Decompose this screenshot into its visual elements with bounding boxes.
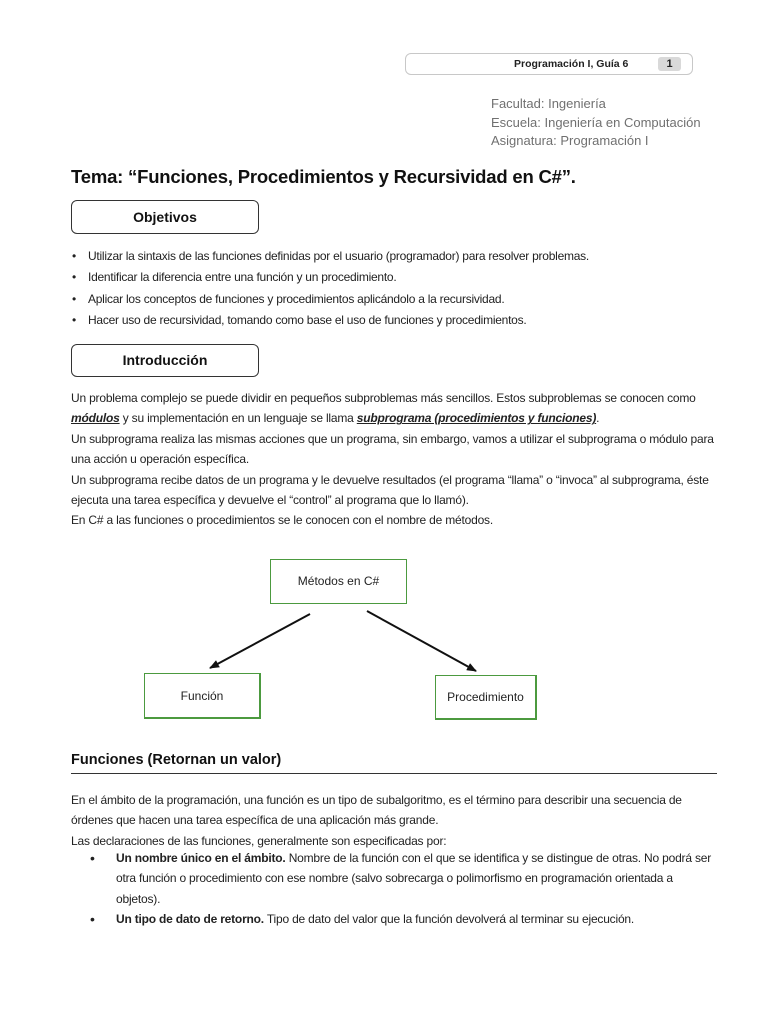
intro-paragraph-4: En C# a las funciones o procedimientos se le conocen con el nombre de métodos.	[71, 513, 493, 528]
funciones-heading: Funciones (Retornan un valor)	[71, 752, 282, 768]
page-number: 1	[658, 57, 681, 71]
arrow-to-procedimiento	[367, 611, 476, 671]
header-title: Programación I, Guía 6	[514, 58, 629, 70]
declaraciones-list	[90, 848, 716, 930]
funciones-paragraph-1: En el ámbito de la programación, una función es un tipo de subalgoritmo, es el término para describir una secuencia de órdenes que hacen una tarea específica de una aplicación más grande.	[71, 793, 682, 828]
section-divider	[71, 773, 717, 774]
intro-paragraph-3: Un subprograma recibe datos de un programa y le devuelve resultados (el programa “llama” o “invoca” al subprograma, éste ejecuta una tarea específica y devuelve el “control” al programa que lo llamó).	[71, 472, 709, 508]
arrow-to-funcion	[210, 614, 310, 668]
faculty-line: Facultad: Ingeniería	[491, 96, 606, 111]
funciones-text	[71, 790, 717, 851]
diagram-root-box: Métodos en C#	[270, 559, 407, 604]
intro-paragraph-1: Un problema complejo se puede dividir en pequeños subproblemas más sencillos. Estos subproblemas se conocen como módulos y su implementación en un lenguaje se llama subprograma (procedimientos y funciones).	[71, 391, 696, 426]
list-item: • Un nombre único en el ámbito. Nombre de la función con el que se identifica y se distingue de otras. No podrá ser otra función o procedimiento con ese nombre (salvo sobrecarga o polimorfismo en programación orientada a objetos).	[90, 848, 716, 909]
page-title: Tema: “Funciones, Procedimientos y Recursividad en C#”.	[71, 166, 576, 187]
diagram-funcion-box: Función	[144, 673, 261, 719]
diagram-procedimiento-box: Procedimiento	[435, 675, 537, 720]
objetivos-heading: Objetivos	[71, 200, 259, 234]
intro-paragraph-2: Un subprograma realiza las mismas acciones que un programa, sin embargo, vamos a utilizar el subprograma o módulo para una acción u operación específica.	[71, 431, 714, 467]
list-item: • Aplicar los conceptos de funciones y procedimientos aplicándolo a la recursividad.	[72, 289, 589, 310]
list-item: • Identificar la diferencia entre una función y un procedimiento.	[72, 267, 589, 288]
list-item: • Un tipo de dato de retorno. Tipo de dato del valor que la función devolverá al terminar su ejecución.	[90, 909, 716, 929]
subprograma-term: subprograma (procedimientos y funciones)	[356, 411, 597, 426]
funciones-paragraph-2: Las declaraciones de las funciones, generalmente son especificadas por:	[71, 833, 447, 848]
list-item: • Hacer uso de recursividad, tomando como base el uso de funciones y procedimientos.	[72, 310, 589, 331]
list-item: • Utilizar la sintaxis de las funciones definidas por el usuario (programador) para resolver problemas.	[72, 246, 589, 267]
modulos-term: módulos	[71, 411, 120, 426]
subject-line: Asignatura: Programación I	[491, 133, 649, 148]
introduccion-heading: Introducción	[71, 344, 259, 377]
school-line: Escuela: Ingeniería en Computación	[491, 115, 701, 130]
